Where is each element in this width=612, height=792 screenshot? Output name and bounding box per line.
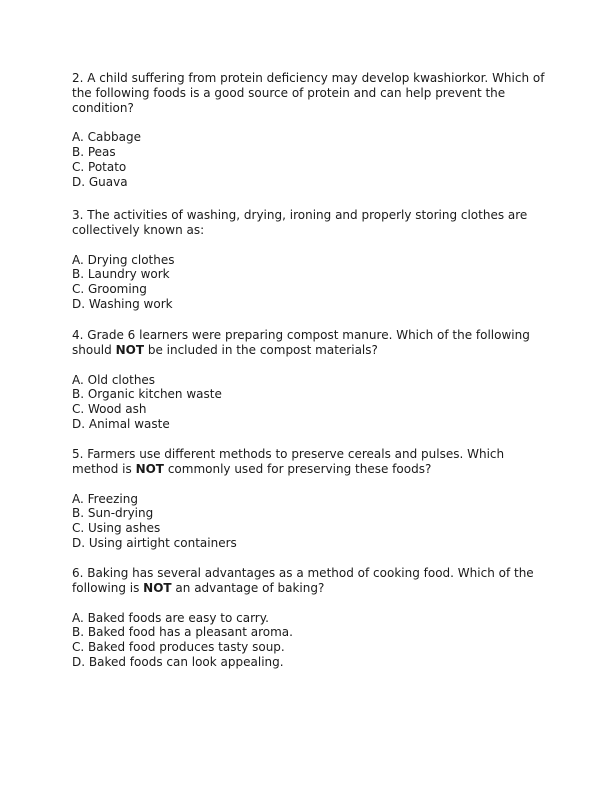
question-text: 2. A child suffering from protein deficiency may develop kwashiorkor. Which of the following foods is a good source of protein and can help prevent the condition? xyxy=(72,71,545,115)
question-2 xyxy=(72,71,552,190)
emphasis-not: NOT xyxy=(115,342,145,357)
option-c: C. Baked food produces tasty soup. xyxy=(72,640,285,655)
option-b: B. Sun-drying xyxy=(72,506,154,521)
question-6 xyxy=(72,566,552,670)
emphasis-not: NOT xyxy=(135,461,164,476)
question-text: 4. Grade 6 learners were preparing compost manure. Which of the following should xyxy=(72,328,530,357)
option-a: A. Drying clothes xyxy=(72,252,175,267)
option-d: D. Washing work xyxy=(72,296,173,311)
question-5 xyxy=(72,447,552,551)
answer-options xyxy=(72,130,552,189)
question-text: 6. Baking has several advantages as a method of cooking food. Which of the following is xyxy=(72,566,534,595)
option-c: C. Potato xyxy=(72,159,127,174)
question-stem xyxy=(72,328,552,358)
option-c: C. Grooming xyxy=(72,282,147,297)
option-a: A. Old clothes xyxy=(72,372,156,387)
question-4 xyxy=(72,328,552,432)
option-d: D. Baked foods can look appealing. xyxy=(72,654,284,669)
option-b: B. Baked food has a pleasant aroma. xyxy=(72,625,293,640)
option-c: C. Wood ash xyxy=(72,402,147,417)
option-a: A. Freezing xyxy=(72,491,138,506)
option-d: D. Using airtight containers xyxy=(72,535,237,550)
option-a: A. Baked foods are easy to carry. xyxy=(72,610,269,625)
question-text: 3. The activities of washing, drying, ironing and properly storing clothes are collectively known as: xyxy=(72,208,528,237)
option-c: C. Using ashes xyxy=(72,521,161,536)
question-3 xyxy=(72,208,552,312)
question-stem xyxy=(72,566,552,596)
answer-options xyxy=(72,253,552,312)
option-d: D. Animal waste xyxy=(72,416,170,431)
option-b: B. Peas xyxy=(72,145,116,160)
answer-options xyxy=(72,373,552,432)
question-text-end: an advantage of baking? xyxy=(171,580,325,595)
answer-options xyxy=(72,492,552,551)
question-text: 5. Farmers use different methods to preserve cereals and pulses. Which method is xyxy=(72,447,505,476)
option-d: D. Guava xyxy=(72,174,128,189)
question-stem xyxy=(72,447,552,477)
question-text-end: be included in the compost materials? xyxy=(144,342,378,357)
answer-options xyxy=(72,611,552,670)
question-stem xyxy=(72,71,552,115)
question-text-end: commonly used for preserving these foods? xyxy=(164,461,432,476)
question-stem xyxy=(72,208,552,238)
option-a: A. Cabbage xyxy=(72,130,141,145)
option-b: B. Organic kitchen waste xyxy=(72,387,222,402)
option-b: B. Laundry work xyxy=(72,267,170,282)
emphasis-not: NOT xyxy=(143,580,172,595)
